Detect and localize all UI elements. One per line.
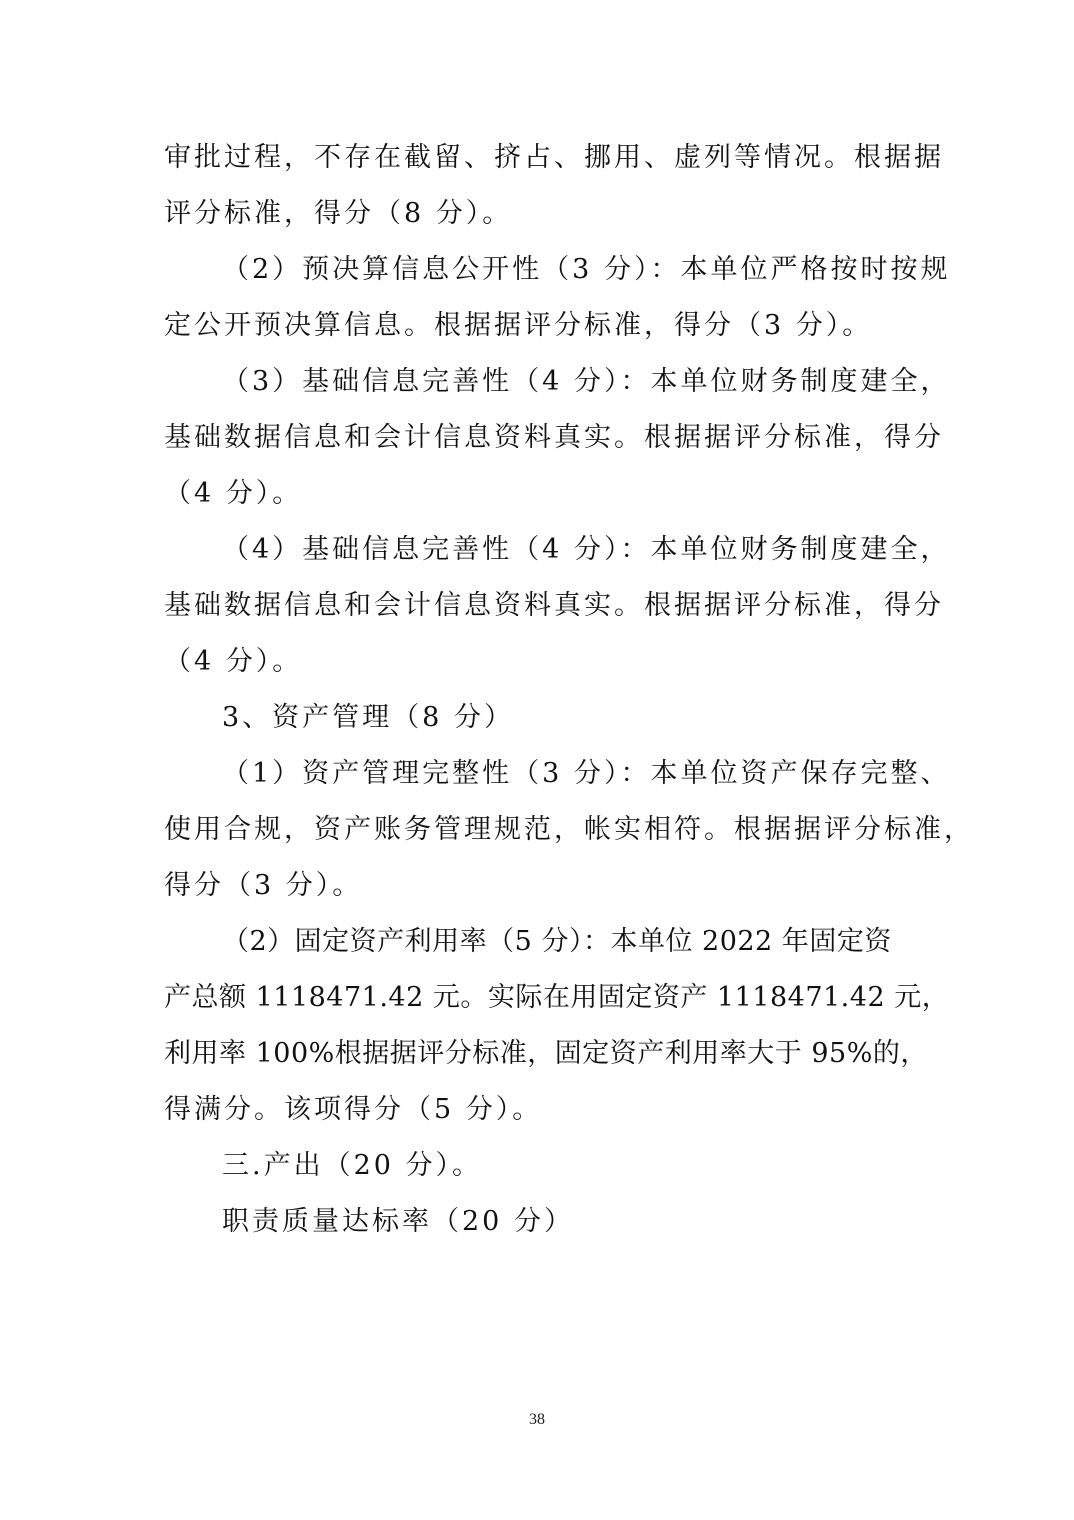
paragraph-line: 产总额 1118471.42 元。实际在用固定资产 1118471.42 元， (164, 982, 950, 1013)
paragraph-line: （1）资产管理完整性（3 分）：本单位资产保存完整、 (222, 758, 951, 789)
paragraph-line: （2）固定资产利用率（5 分）：本单位 2022 年固定资 (222, 926, 892, 957)
paragraph-line: （4）基础信息完善性（4 分）：本单位财务制度建全， (222, 534, 951, 565)
paragraph-line: 评分标准，得分（8 分）。 (164, 198, 513, 229)
paragraph-line: 利用率 100%根据据评分标准，固定资产利用率大于 95%的， (164, 1038, 928, 1069)
paragraph-line: （3）基础信息完善性（4 分）：本单位财务制度建全， (222, 366, 951, 397)
paragraph-line: （4 分）。 (164, 478, 303, 509)
paragraph-line: （2）预决算信息公开性（3 分）：本单位严格按时按规 (222, 254, 951, 285)
paragraph-line: 基础数据信息和会计信息资料真实。根据据评分标准，得分 (164, 422, 944, 453)
subsection-heading: 职责质量达标率（20 分） (222, 1206, 574, 1237)
paragraph-line: （4 分）。 (164, 646, 303, 677)
paragraph-line: 定公开预决算信息。根据据评分标准，得分（3 分）。 (164, 310, 873, 341)
paragraph-line: 得分（3 分）。 (164, 870, 363, 901)
document-body (164, 130, 974, 1250)
section-heading: 三.产出（20 分）。 (222, 1150, 483, 1181)
paragraph-line: 得满分。该项得分（5 分）。 (164, 1094, 543, 1125)
paragraph-line: 基础数据信息和会计信息资料真实。根据据评分标准，得分 (164, 590, 944, 621)
section-heading: 3、资产管理（8 分） (222, 702, 514, 733)
page-number: 38 (529, 1411, 545, 1428)
paragraph-line: 审批过程，不存在截留、挤占、挪用、虚列等情况。根据据 (164, 142, 944, 173)
paragraph-line: 使用合规，资产账务管理规范，帐实相符。根据据评分标准， (164, 814, 974, 845)
